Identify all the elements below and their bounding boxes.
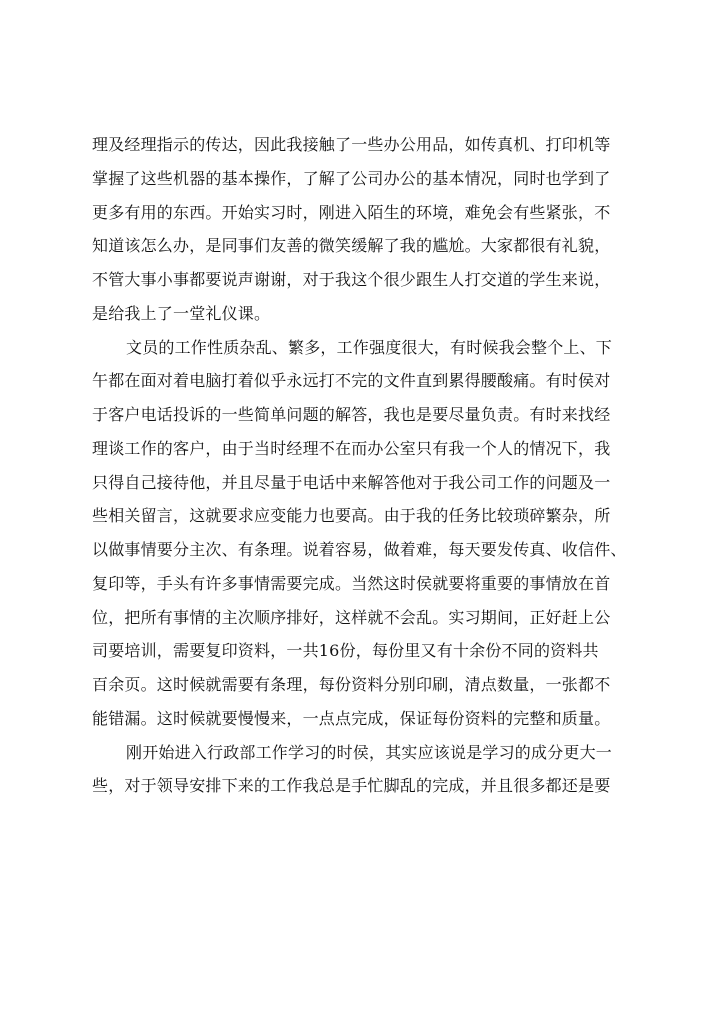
text-line: 只得自己接待他，并且尽量于电话中来解答他对于我公司工作的问题及一 (92, 472, 611, 492)
text-line: 复印等，手头有许多事情需要完成。当然这时侯就要将重要的事情放在首 (92, 573, 611, 593)
text-line: 更多有用的东西。开始实习时，刚进入陌生的环境，难免会有些紧张，不 (92, 202, 611, 222)
paragraph-start-line: 刚开始进入行政部工作学习的时侯，其实应该说是学习的成分更大一 (126, 742, 613, 762)
text-line: 些，对于领导安排下来的工作我总是手忙脚乱的完成，并且很多都还是要 (92, 776, 611, 796)
text-line: 是给我上了一堂礼仪课。 (92, 303, 271, 323)
text-line: 位，把所有事情的主次顺序排好，这样就不会乱。实习期间，正好赶上公 (92, 607, 611, 627)
text-line: 以做事情要分主次、有条理。说着容易，做着难，每天要发传真、收信件、 (92, 540, 627, 559)
text-line: 掌握了这些机器的基本操作，了解了公司办公的基本情况，同时也学到了 (92, 168, 611, 188)
paragraph-start-line: 文员的工作性质杂乱、繁多，工作强度很大，有时候我会整个上、下 (126, 337, 613, 357)
text-line: 理谈工作的客户，由于当时经理不在而办公室只有我一个人的情况下，我 (92, 438, 611, 458)
text-line: 不管大事小事都要说声谢谢，对于我这个很少跟生人打交道的学生来说， (92, 270, 611, 289)
text-line: 理及经理指示的传达，因此我接触了一些办公用品，如传真机、打印机等 (92, 135, 611, 154)
text-line: 能错漏。这时候就要慢慢来，一点点完成，保证每份资料的完整和质量。 (92, 708, 611, 728)
text-line: 知道该怎么办，是同事们友善的微笑缓解了我的尴尬。大家都很有礼貌， (92, 236, 611, 256)
text-line: 百余页。这时候就需要有条理，每份资料分别印刷，清点数量，一张都不 (92, 675, 611, 694)
text-line: 司要培训，需要复印资料，一共16份，每份里又有十余份不同的资料共 (92, 641, 599, 661)
text-line: 午都在面对着电脑打着似乎永远打不完的文件直到累得腰酸痛。有时侯对 (92, 371, 611, 391)
body-text (92, 128, 638, 803)
text-line: 于客户电话投诉的一些简单问题的解答，我也是要尽量负责。有时来找经 (92, 405, 611, 424)
text-line: 些相关留言，这就要求应变能力也要高。由于我的任务比较琐碎繁杂，所 (92, 506, 611, 526)
